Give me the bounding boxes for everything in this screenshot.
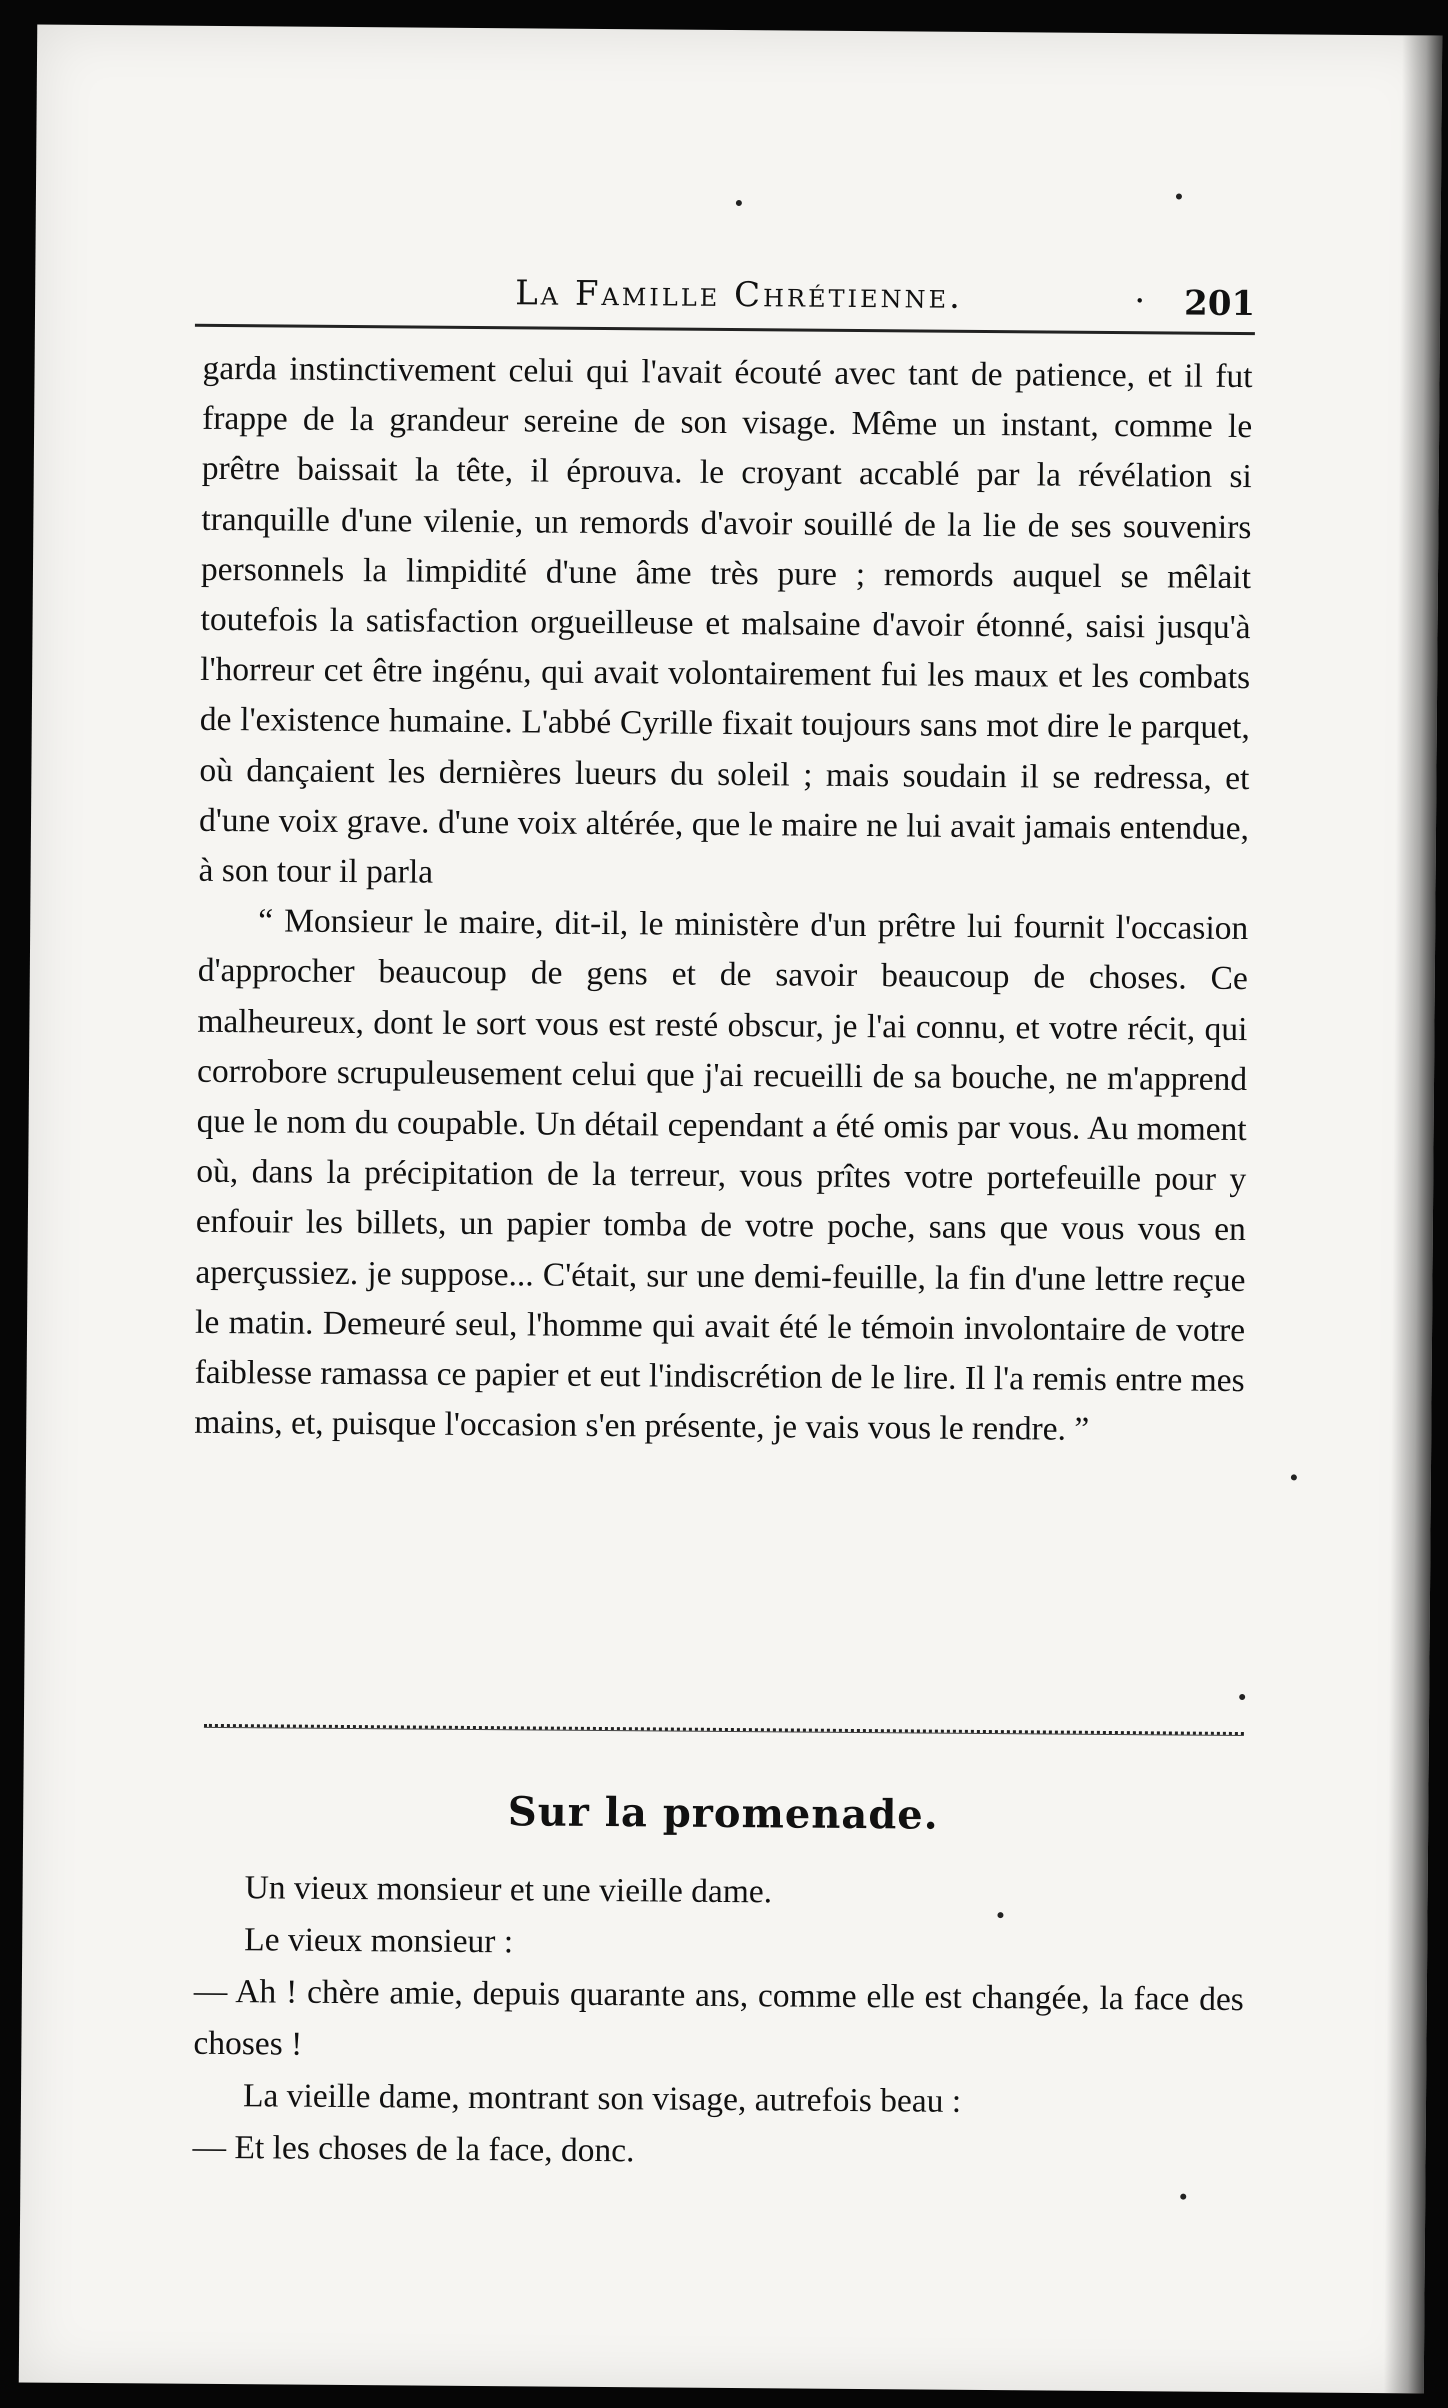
page-header: [195, 236, 1256, 334]
book-page: [19, 25, 1442, 2394]
ink-speck: [1180, 2194, 1186, 2200]
ink-speck: [1176, 193, 1182, 199]
anecdote-text: [192, 1862, 1244, 2182]
section-title: Sur la promenade.: [507, 1788, 939, 1839]
main-text: [194, 344, 1253, 1457]
running-title: La Famille Chrétienne.: [515, 273, 964, 317]
anecdote-line: — Et les choses de la face, donc.: [192, 2128, 635, 2170]
ink-speck: [1239, 1694, 1245, 1700]
paragraph-continuation: garda instinctivement celui qui l'avait écouté avec tant de patience, et il fut frappe de la grandeur sereine de son visage. Même un instant, comme le prêtre baissait la tête, il éprouva. le croyant accablé par la révélation si tranquille d'une vilenie, un remords d'avoir souillé de la lie de ses souvenirs personnels la limpidité d'une âme très pure ; remords auquel se mêlait toutefois la satisfaction orgueilleuse et malsaine d'avoir étonné, saisi jusqu'à l'horreur cet être ingénu, qui avait volontairement fui les maux et les combats de l'existence humaine. L'abbé Cyrille fixait toujours sans mot dire le parquet, où dançaient les dernières lueurs du soleil ; mais soudain il se redressa, et d'une voix grave. d'une voix altérée, que le maire ne lui avait jamais entendue, à son tour il parla: [198, 349, 1253, 891]
page-edge-shadow: [1384, 35, 1443, 2393]
anecdote-line: Un vieux monsieur et une vieille dame.: [244, 1869, 773, 1911]
header-dot-ornament: ·: [1134, 281, 1146, 322]
page-number: 201: [1183, 283, 1256, 325]
anecdote-line: — Ah ! chère amie, depuis quarante ans, comme elle est changée, la face des choses !: [193, 1972, 1244, 2063]
anecdote-line: Le vieux monsieur :: [244, 1921, 514, 1961]
header-rule: [195, 324, 1255, 335]
paragraph-abbe-speech: “ Monsieur le maire, dit-il, le ministère d'un prêtre lui fournit l'occasion d'approcher beaucoup de gens et de savoir beaucoup de choses. Ce malheureux, dont le sort vous est resté obscur, je l'ai connu, et votre récit, qui corrobore scrupuleusement celui que j'ai recueilli de sa bouche, ne m'apprend que le nom du coupable. Un détail cependant a été omis par vous. Au moment où, dans la précipitation de la terreur, vous prîtes votre portefeuille pour y enfouir les billets, un papier tomba de votre poche, sans que vous vous en aperçussiez. je suppose... C'était, sur une demi-feuille, la fin d'une lettre reçue le matin. Demeuré seul, l'homme qui avait été le témoin involontaire de votre faiblesse ramassa ce papier et eut l'indiscrétion de le lire. Il l'a remis entre mes mains, et, puisque l'occasion s'en présente, je vais vous le rendre. ”: [194, 902, 1249, 1449]
ink-speck: [736, 200, 742, 206]
ink-speck: [1291, 1474, 1297, 1480]
ink-speck: [997, 1912, 1003, 1918]
anecdote-line: La vieille dame, montrant son visage, autrefois beau :: [242, 2077, 962, 2120]
